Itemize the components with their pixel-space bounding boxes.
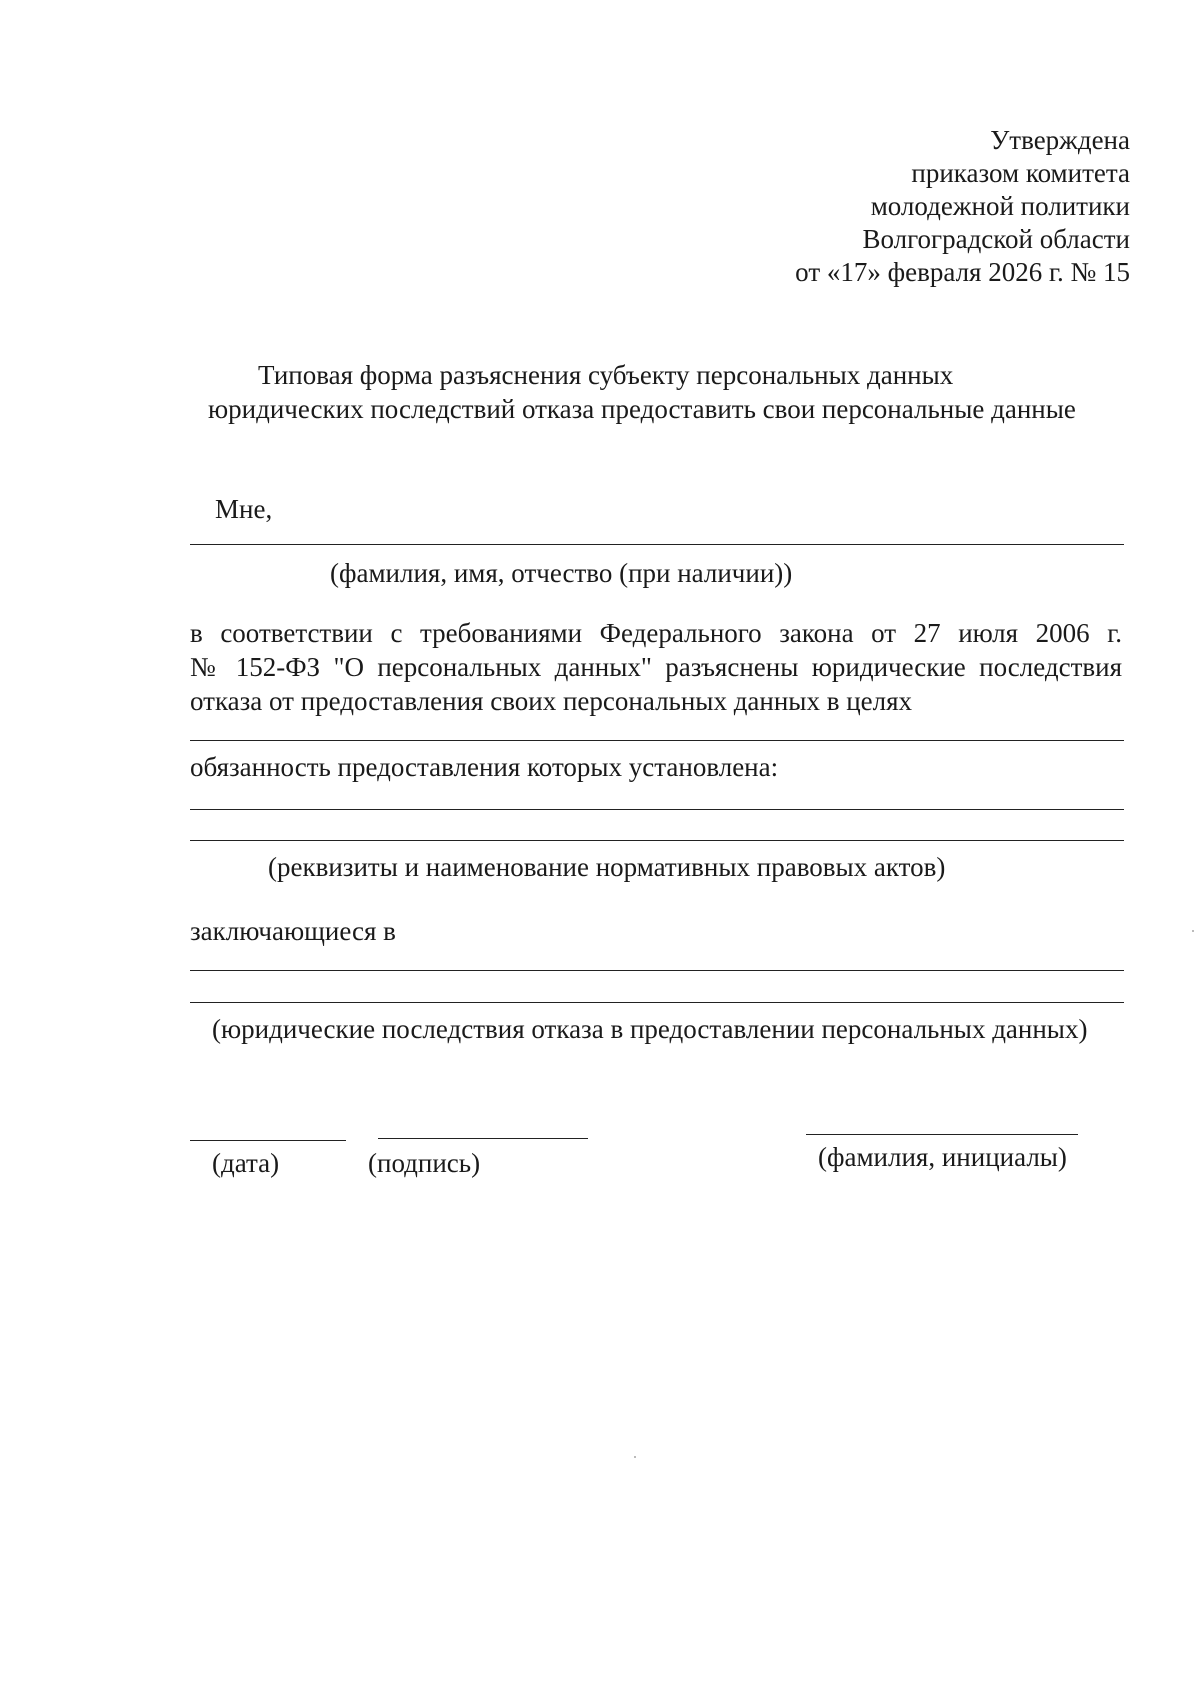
- name-line: [806, 1134, 1078, 1135]
- consisting-label: заключающиеся в: [190, 916, 396, 946]
- date-hint: (дата): [212, 1148, 280, 1178]
- approval-line-3: молодежной политики: [870, 191, 1130, 221]
- scan-speck: [634, 1456, 636, 1458]
- acts-hint: (реквизиты и наименование нормативных правовых актов): [268, 852, 946, 882]
- paragraph-line-1: в соответствии с требованиями Федерального закона от 27 июля 2006 г.: [190, 618, 1122, 648]
- approval-line-1: Утверждена: [990, 125, 1130, 155]
- me-label: Мне,: [215, 494, 273, 524]
- fio-hint: (фамилия, имя, отчество (при наличии)): [330, 558, 793, 588]
- date-line: [190, 1140, 346, 1141]
- title-line-1: Типовая форма разъяснения субъекту персональных данных: [258, 360, 954, 390]
- approval-block: [795, 124, 1130, 289]
- title-line-2: юридических последствий отказа предоставить свои персональные данные: [208, 394, 1076, 424]
- paragraph-line-2: № 152-ФЗ "О персональных данных" разъяснены юридические последствия: [190, 652, 1122, 682]
- approval-line-4: Волгоградской области: [862, 224, 1130, 254]
- approval-line-5: от «17» февраля 2026 г. № 15: [795, 257, 1130, 287]
- consequences-line-2: [190, 1002, 1124, 1003]
- scan-speck: [1192, 930, 1194, 932]
- consequences-line-1: [190, 970, 1124, 971]
- purpose-line: [190, 740, 1124, 741]
- acts-line-2: [190, 840, 1124, 841]
- signature-line: [378, 1138, 588, 1139]
- name-hint: (фамилия, инициалы): [818, 1142, 1067, 1172]
- signature-hint: (подпись): [368, 1148, 481, 1178]
- approval-line-2: приказом комитета: [911, 158, 1130, 188]
- acts-line-1: [190, 809, 1124, 810]
- obligation-label: обязанность предоставления которых установлена:: [190, 752, 779, 782]
- consequences-hint: (юридические последствия отказа в предоставлении персональных данных): [212, 1014, 1088, 1044]
- paragraph-line-3: отказа от предоставления своих персональных данных в целях: [190, 686, 913, 716]
- fio-line: [190, 544, 1124, 545]
